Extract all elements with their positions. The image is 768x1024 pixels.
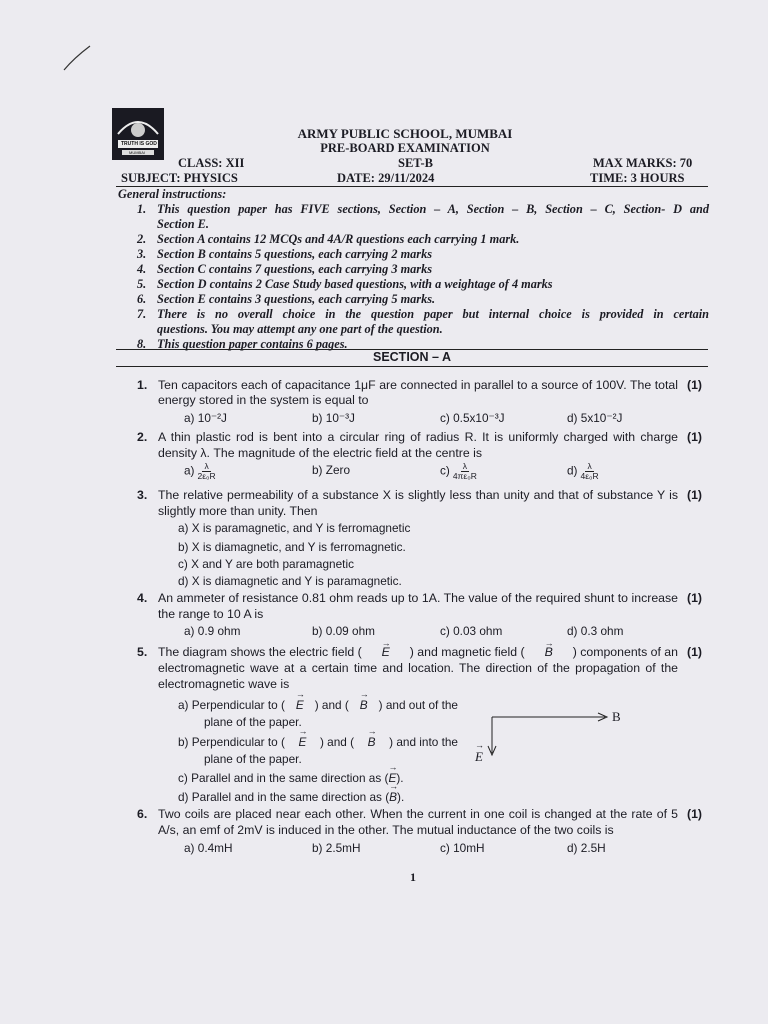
instruction-item (137, 262, 709, 277)
numerator: λ (587, 461, 592, 471)
option-a: a) X is paramagnetic, and Y is ferromagnetic (178, 521, 411, 535)
option-d: d) 2.5H (567, 841, 606, 855)
denominator: 4ε₀R (580, 471, 599, 481)
instruction-num: 7. (137, 307, 147, 321)
numerator: λ (462, 461, 467, 471)
instruction-text-cont: Section E. (157, 217, 209, 231)
school-logo (110, 106, 166, 162)
em-field-diagram (470, 705, 630, 765)
fraction (453, 462, 477, 481)
question-text-cont: the range to 10 A is (158, 607, 264, 621)
text-part: ). (397, 790, 405, 804)
question-text-cont: A/s, an emf of 2mV is induced in the other. The mutual inductance of the two coils is (158, 823, 614, 837)
diagram-label-e: → $_E$ (475, 749, 483, 764)
instruction-item (137, 292, 709, 307)
instruction-text: There is no overall choice in the question paper but internal choice is provided in certain (157, 307, 709, 321)
instruction-item (137, 247, 709, 262)
option-label: a) (184, 463, 195, 478)
vector-e: → E (296, 698, 304, 712)
section-divider (116, 366, 708, 367)
section-title: SECTION – A (372, 350, 452, 364)
instruction-text: Section B contains 5 questions, each carrying 2 marks (157, 247, 433, 261)
option-b-cont: plane of the paper. (204, 752, 302, 766)
vector-e: → E (388, 771, 396, 785)
option-a (178, 698, 458, 712)
fraction (198, 462, 216, 481)
exam-time: TIME: 3 HOURS (590, 171, 685, 185)
option-b: b) 0.09 ohm (312, 624, 375, 638)
option-label: c) (440, 463, 450, 478)
question-number: 1. (137, 378, 148, 392)
option-b: b) 10⁻³J (312, 411, 355, 425)
option-b: b) 2.5mH (312, 841, 361, 855)
text-part: c) Parallel and in the same direction as ( (178, 771, 389, 785)
option-a: a) 0.9 ohm (184, 624, 241, 638)
question-text: An ammeter of resistance 0.81 ohm reads up to 1A. The value of the required shunt to increase (158, 591, 678, 605)
question-text: Two coils are placed near each other. When the current in one coil is changed at the rate of 5 (158, 807, 678, 821)
instruction-num: 2. (137, 232, 147, 246)
option-b: b) Zero (312, 463, 351, 477)
question-marks: (1) (687, 378, 703, 392)
question-number: 3. (137, 488, 148, 502)
question-text-cont: energy stored in the system is equal to (158, 393, 369, 407)
denominator: 2ε₀R (197, 471, 216, 481)
instruction-item (137, 307, 709, 337)
question-text (158, 645, 678, 660)
logo-motto: TRUTH IS GOD (121, 141, 157, 147)
text-part: The diagram shows the electric field ( (158, 645, 362, 659)
instruction-text: Section E contains 3 questions, each carrying 5 marks. (157, 292, 436, 306)
text-part: ) and out of the (378, 698, 458, 712)
text-part: ) and into the (389, 735, 458, 749)
subject-label: SUBJECT: PHYSICS (121, 171, 238, 185)
option-a-cont: plane of the paper. (204, 715, 302, 729)
instruction-text: Section C contains 7 questions, each carrying 3 marks (157, 262, 433, 276)
text-part: ) and ( (314, 698, 349, 712)
vector-e: → E (298, 735, 306, 749)
option-d (567, 462, 599, 481)
question-marks: (1) (687, 807, 703, 821)
vector-e: → E (382, 645, 390, 660)
question-marks: (1) (687, 591, 703, 605)
text-part: a) Perpendicular to ( (178, 698, 285, 712)
question-text-cont: electromagnetic wave at a certain time and location. The direction of the propagation of the (158, 661, 678, 675)
option-a (184, 462, 216, 481)
question-number: 5. (137, 645, 148, 659)
option-c: c) 10mH (440, 841, 485, 855)
question-marks: (1) (687, 645, 703, 659)
question-text: The relative permeability of a substance X is slightly less than unity and that of substance Y is (158, 488, 678, 502)
instruction-item (137, 202, 709, 232)
instruction-num: 1. (137, 202, 147, 216)
instruction-text: This question paper contains 6 pages. (157, 337, 348, 351)
instruction-num: 5. (137, 277, 147, 291)
question-marks: (1) (687, 430, 703, 444)
instructions-list (137, 202, 709, 352)
option-a: a) 0.4mH (184, 841, 233, 855)
exam-title: PRE-BOARD EXAMINATION (320, 141, 490, 155)
question-number: 6. (137, 807, 148, 821)
logo-city: MUMBAI (129, 150, 145, 155)
option-c: c) 0.03 ohm (440, 624, 503, 638)
text-part: ) and magnetic field ( (409, 645, 525, 659)
question-text-cont: electromagnetic wave is (158, 677, 290, 691)
text-part: ) components of an (572, 645, 678, 659)
exam-date: DATE: 29/11/2024 (337, 171, 435, 185)
text-part: b) Perpendicular to ( (178, 735, 285, 749)
question-text: A thin plastic rod is bent into a circular ring of radius R. It is uniformly charged with charge (158, 430, 678, 444)
vector-b: → B (360, 698, 368, 712)
option-d: d) 5x10⁻²J (567, 411, 623, 425)
question-number: 2. (137, 430, 148, 444)
diagram-label-b: B (612, 709, 621, 724)
option-a: a) 10⁻²J (184, 411, 227, 425)
class-label: CLASS: XII (178, 156, 245, 170)
text-part: ) and ( (319, 735, 355, 749)
fraction (581, 462, 599, 481)
question-number: 4. (137, 591, 148, 605)
page-number: 1 (410, 870, 416, 884)
option-d: d) X is diamagnetic and Y is paramagnetic. (178, 574, 402, 588)
instruction-num: 3. (137, 247, 147, 261)
option-c: c) X and Y are both paramagnetic (178, 557, 354, 571)
option-c (440, 462, 477, 481)
question-text-cont: density λ. The magnitude of the electric field at the centre is (158, 446, 482, 460)
instruction-text-cont: questions. You may attempt any one part of the question. (157, 322, 443, 336)
question-marks: (1) (687, 488, 703, 502)
school-name: ARMY PUBLIC SCHOOL, MUMBAI (297, 126, 513, 141)
instruction-text: This question paper has FIVE sections, Section – A, Section – B, Section – C, Section- D and (157, 202, 709, 216)
pen-mark (60, 40, 100, 80)
vector-b: → B (368, 735, 376, 749)
option-c (178, 771, 404, 785)
option-b: b) X is diamagnetic, and Y is ferromagnetic. (178, 540, 406, 554)
instruction-text: Section A contains 12 MCQs and 4A/R questions each carrying 1 mark. (157, 232, 520, 246)
numerator: λ (204, 461, 209, 471)
option-d (178, 790, 404, 804)
instruction-num: 4. (137, 262, 147, 276)
denominator: 4πε₀R (452, 471, 477, 481)
text-part: d) Parallel and in the same direction as ( (178, 790, 390, 804)
question-text: Ten capacitors each of capacitance 1μF are connected in parallel to a source of 100V. The total (158, 378, 678, 392)
option-c: c) 0.5x10⁻³J (440, 411, 505, 425)
instruction-item (137, 232, 709, 247)
option-d: d) 0.3 ohm (567, 624, 624, 638)
set-label: SET-B (398, 156, 433, 170)
vector-b: → B (389, 790, 397, 804)
instruction-num: 6. (137, 292, 147, 306)
instruction-num: 8. (137, 337, 147, 351)
max-marks: MAX MARKS: 70 (593, 156, 693, 170)
option-b (178, 735, 458, 749)
vector-b: → B (545, 645, 553, 660)
option-label: d) (567, 463, 578, 478)
text-part: ). (396, 771, 404, 785)
instructions-title: General instructions: (118, 187, 227, 201)
instruction-text: Section D contains 2 Case Study based questions, with a weightage of 4 marks (157, 277, 553, 291)
instruction-item (137, 277, 709, 292)
question-text-cont: slightly more than unity. Then (158, 504, 318, 518)
